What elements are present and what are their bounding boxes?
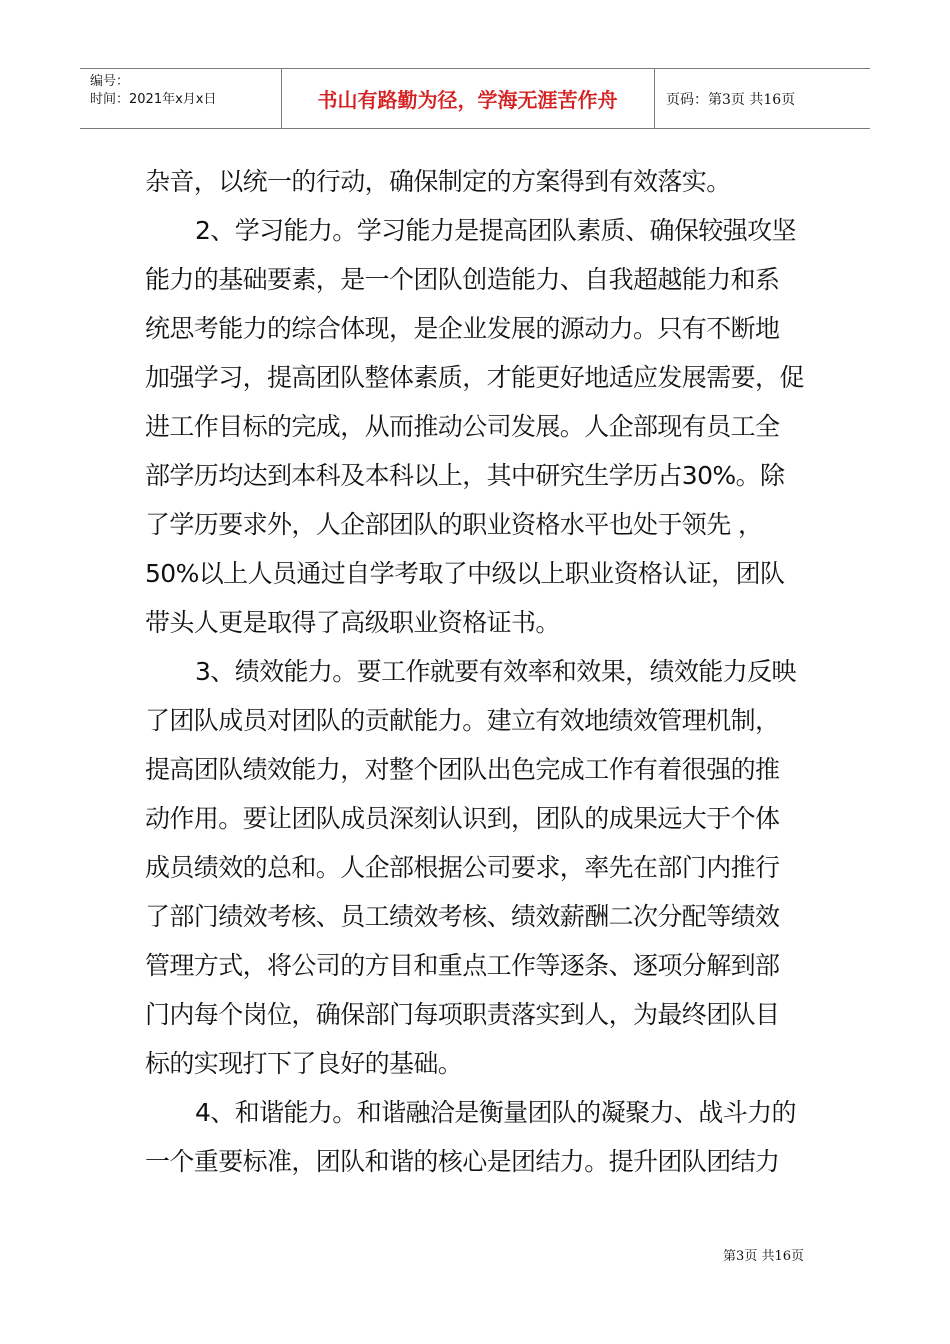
- body-line: 统思考能力的综合体现，是企业发展的源动力。只有不断地: [145, 314, 780, 343]
- body-line: 管理方式，将公司的方目和重点工作等逐条、逐项分解到部: [145, 951, 780, 980]
- body-line: 门内每个岗位，确保部门每项职责落实到人，为最终团队目: [145, 1000, 780, 1029]
- body-line: 了部门绩效考核、员工绩效考核、绩效薪酬二次分配等绩效: [145, 902, 780, 931]
- paragraph-start-harmony: 4、和谐能力。和谐融洽是衡量团队的凝聚力、战斗力的: [195, 1098, 796, 1127]
- body-line: 50%以上人员通过自学考取了中级以上职业资格认证，团队: [145, 559, 785, 588]
- body-line: 提高团队绩效能力，对整个团队出色完成工作有着很强的推: [145, 755, 780, 784]
- header-meta: [90, 73, 216, 109]
- header-divider: [654, 69, 655, 128]
- time-label: 时间：2021年x月x日: [90, 92, 217, 107]
- header-page-info: 页码：第3页 共16页: [666, 91, 796, 108]
- body-line: 成员绩效的总和。人企部根据公司要求，率先在部门内推行: [145, 853, 780, 882]
- page-footer: 第3页 共16页: [723, 1249, 804, 1264]
- body-line: 能力的基础要素，是一个团队创造能力、自我超越能力和系: [145, 265, 780, 294]
- number-label: 编号：: [90, 74, 130, 89]
- paragraph-start-performance: 3、绩效能力。要工作就要有效率和效果，绩效能力反映: [195, 657, 796, 686]
- header-motto: 书山有路勤为径，学海无涯苦作舟: [317, 88, 618, 112]
- body-line: 一个重要标准，团队和谐的核心是团结力。提升团队团结力: [145, 1147, 780, 1176]
- body-line: 部学历均达到本科及本科以上，其中研究生学历占30%。除: [145, 461, 785, 490]
- body-line: 进工作目标的完成，从而推动公司发展。人企部现有员工全: [145, 412, 780, 441]
- paragraph-start-learning: 2、学习能力。学习能力是提高团队素质、确保较强攻坚: [195, 216, 796, 245]
- body-line: 标的实现打下了良好的基础。: [145, 1049, 463, 1078]
- body-line: 加强学习，提高团队整体素质，才能更好地适应发展需要，促: [145, 363, 804, 392]
- page-header: [80, 68, 870, 129]
- body-line: 动作用。要让团队成员深刻认识到，团队的成果远大于个体: [145, 804, 780, 833]
- body-line: 了学历要求外，人企部团队的职业资格水平也处于领先 ，: [145, 510, 763, 539]
- body-line: 了团队成员对团队的贡献能力。建立有效地绩效管理机制，: [145, 706, 780, 735]
- body-line: 杂音，以统一的行动，确保制定的方案得到有效落实。: [145, 167, 731, 196]
- document-body: [145, 157, 813, 1186]
- body-line: 带头人更是取得了高级职业资格证书。: [145, 608, 560, 637]
